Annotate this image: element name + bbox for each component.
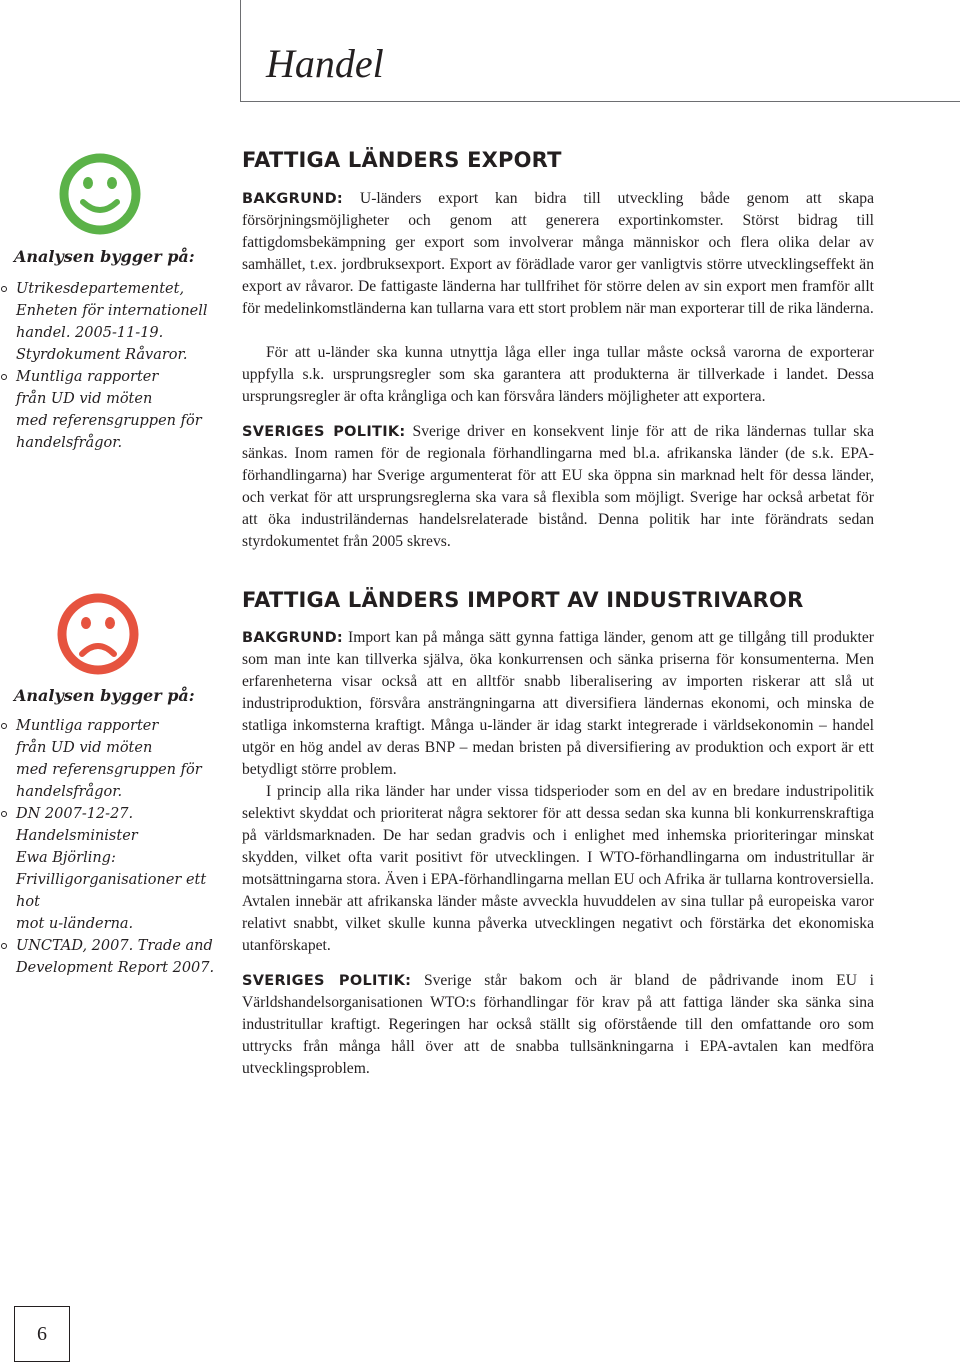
bakgrund-text: U-länders export kan bidra till utveckling både genom att skapa försörjningsmöjligheter och genom att generera exportinkomster. Störst bidrag till fattigdomsbekämpning ger export som involverar många människor och flera olika delar av samhället, t.ex. jordbruksexport. Export av förädlade varor ger vanligtvis större utvecklingseffekt än export av råvaror. De fattigaste länderna har tullfrihet för större delen av sin export men framför allt för medelinkomstländerna kan tullarna vara ett stort problem när man exporterar till de rika länderna.: [242, 190, 874, 317]
source-item: Muntliga rapporter från UD vid möten med referensgruppen för handelsfrågor.: [0, 366, 222, 454]
source-item: Utrikesdepartementet, Enheten för internationell handel. 2005-11-19. Styrdokument Råvaror.: [0, 278, 222, 366]
sidebar2-heading: Analysen bygger på:: [14, 686, 195, 705]
sad-mouth: [82, 646, 114, 654]
section2-bakgrund: [242, 627, 874, 781]
sidebar2-source-list: [0, 715, 222, 979]
sidebar1-source-list: [0, 278, 222, 454]
happy-smiley-icon: [58, 152, 142, 236]
politik-text: Sverige står bakom och är bland de pådrivande inom EU i Världshandelsorganisationen WTO:s förhandlingar för krav på att fattiga länder ska sänka sina industritullar kraftigt. Regeringen har också ställt sig oförstående till den omfattande oro som uttrycks från många håll över att de snabba tullsänkningarna i EPA-avtalen kan medföra utvecklingsproblem.: [242, 972, 874, 1077]
bullet-icon: [1, 374, 7, 380]
happy-face-ring: [64, 158, 136, 230]
sad-smiley-icon: [56, 592, 140, 676]
section2-bakgrund-cont: I princip alla rika länder har under vissa tidsperioder som en del av en bredare industripolitik selektivt skyddat och prioriterat några sektorer för att dessa sedan ska kunna bli konkurrenskraftiga på världsmarknaden. De har sedan gradvis och i enlighet med inhemska prioriteringar minskat skydden, vilket ofta varit positivt för utvecklingen. I WTO-förhandlingarna om industritullar är motsättningarna stora. Även i EPA-förhandlingarna mellan EU och Afrika är tullarna kontroversiella. Avtalen innebär att afrikanska länder måste avveckla huvuddelen av sina tullar på europeiska varor relativt snabbt, vilket skulle kunna påverka utvecklingen negativt och förstärka det ekonomiska utanförskapet.: [242, 783, 874, 954]
bullet-icon: [1, 811, 7, 817]
happy-right-eye: [107, 177, 117, 189]
bakgrund-text: Import kan på många sätt gynna fattiga länder, genom att ge tillgång till produkter som man inte kan tillverka själva, öka konkurrensen och sänka priserna för konsumenterna. Men erfarenheterna visar också att en alltför snabb liberalisering av importen riskerar att slå ut industriproduktion, försvåra ansträngningarna att diversifiera ländernas ekonomi, och minska de statliga inkomsterna kraftigt. Många u-länder är idag starkt integrerade i världsekonomin – handel utgör en hög andel av deras BNP – medan bristen på diversifiering av produktion och export är ett betydligt större problem.: [242, 629, 874, 778]
sad-face-ring: [62, 598, 134, 670]
page-title: Handel: [266, 41, 384, 86]
bakgrund-label: BAKGRUND:: [242, 191, 344, 207]
section1-title: FATTIGA LÄNDERS EXPORT: [242, 148, 562, 172]
sidebar1-heading: Analysen bygger på:: [14, 247, 195, 266]
bullet-icon: [1, 286, 7, 292]
source-item: UNCTAD, 2007. Trade and Development Report 2007.: [0, 935, 222, 979]
politik-label: SVERIGES POLITIK:: [242, 973, 412, 989]
bullet-icon: [1, 723, 7, 729]
sad-right-eye: [105, 617, 115, 629]
politik-text: Sverige driver en konsekvent linje för att de rika ländernas tullar ska sänkas. Inom ramen för de regionala förhandlingarna med bl.a. afrikanska länder (de s.k. EPA-förhandlingarna) har Sverige argumenterat för att EU ska öppna sin marknad helt för dessa länder, och verkat för att ursprungsreglerna ska vara så flexibla som möjligt. Sverige har också arbetat för att öka industriländernas handelsrelaterade bistånd. Denna politik har inte förändrats sedan styrdokumentet från 2005 skrevs.: [242, 423, 875, 550]
bullet-icon: [1, 943, 7, 949]
source-item: Muntliga rapporter från UD vid möten med referensgruppen för handelsfrågor.: [0, 715, 222, 803]
bakgrund-label: BAKGRUND:: [242, 630, 344, 646]
section1-bakgrund-cont: För att u-länder ska kunna utnyttja låga eller inga tullar måste också varorna de exporterar uppfylla s.k. ursprungsregler som ska garantera att produkterna är tillverkade i landet. Dessa ursprungsregler är ofta krångliga och kan försvåra länders möjligheter att exportera.: [242, 344, 874, 405]
section1-politik: [242, 421, 874, 553]
politik-label: SVERIGES POLITIK:: [242, 424, 406, 440]
page-number: 6: [14, 1306, 70, 1362]
section1-bakgrund: [242, 188, 874, 320]
happy-mouth: [83, 202, 117, 210]
happy-left-eye: [83, 177, 93, 189]
source-item: DN 2007-12-27. Handelsminister Ewa Björling: Frivilligorganisationer ett hot mot u-länderna.: [0, 803, 222, 935]
section2-politik: [242, 970, 874, 1080]
sad-left-eye: [81, 617, 91, 629]
section2-title: FATTIGA LÄNDERS IMPORT AV INDUSTRIVAROR: [242, 588, 804, 612]
